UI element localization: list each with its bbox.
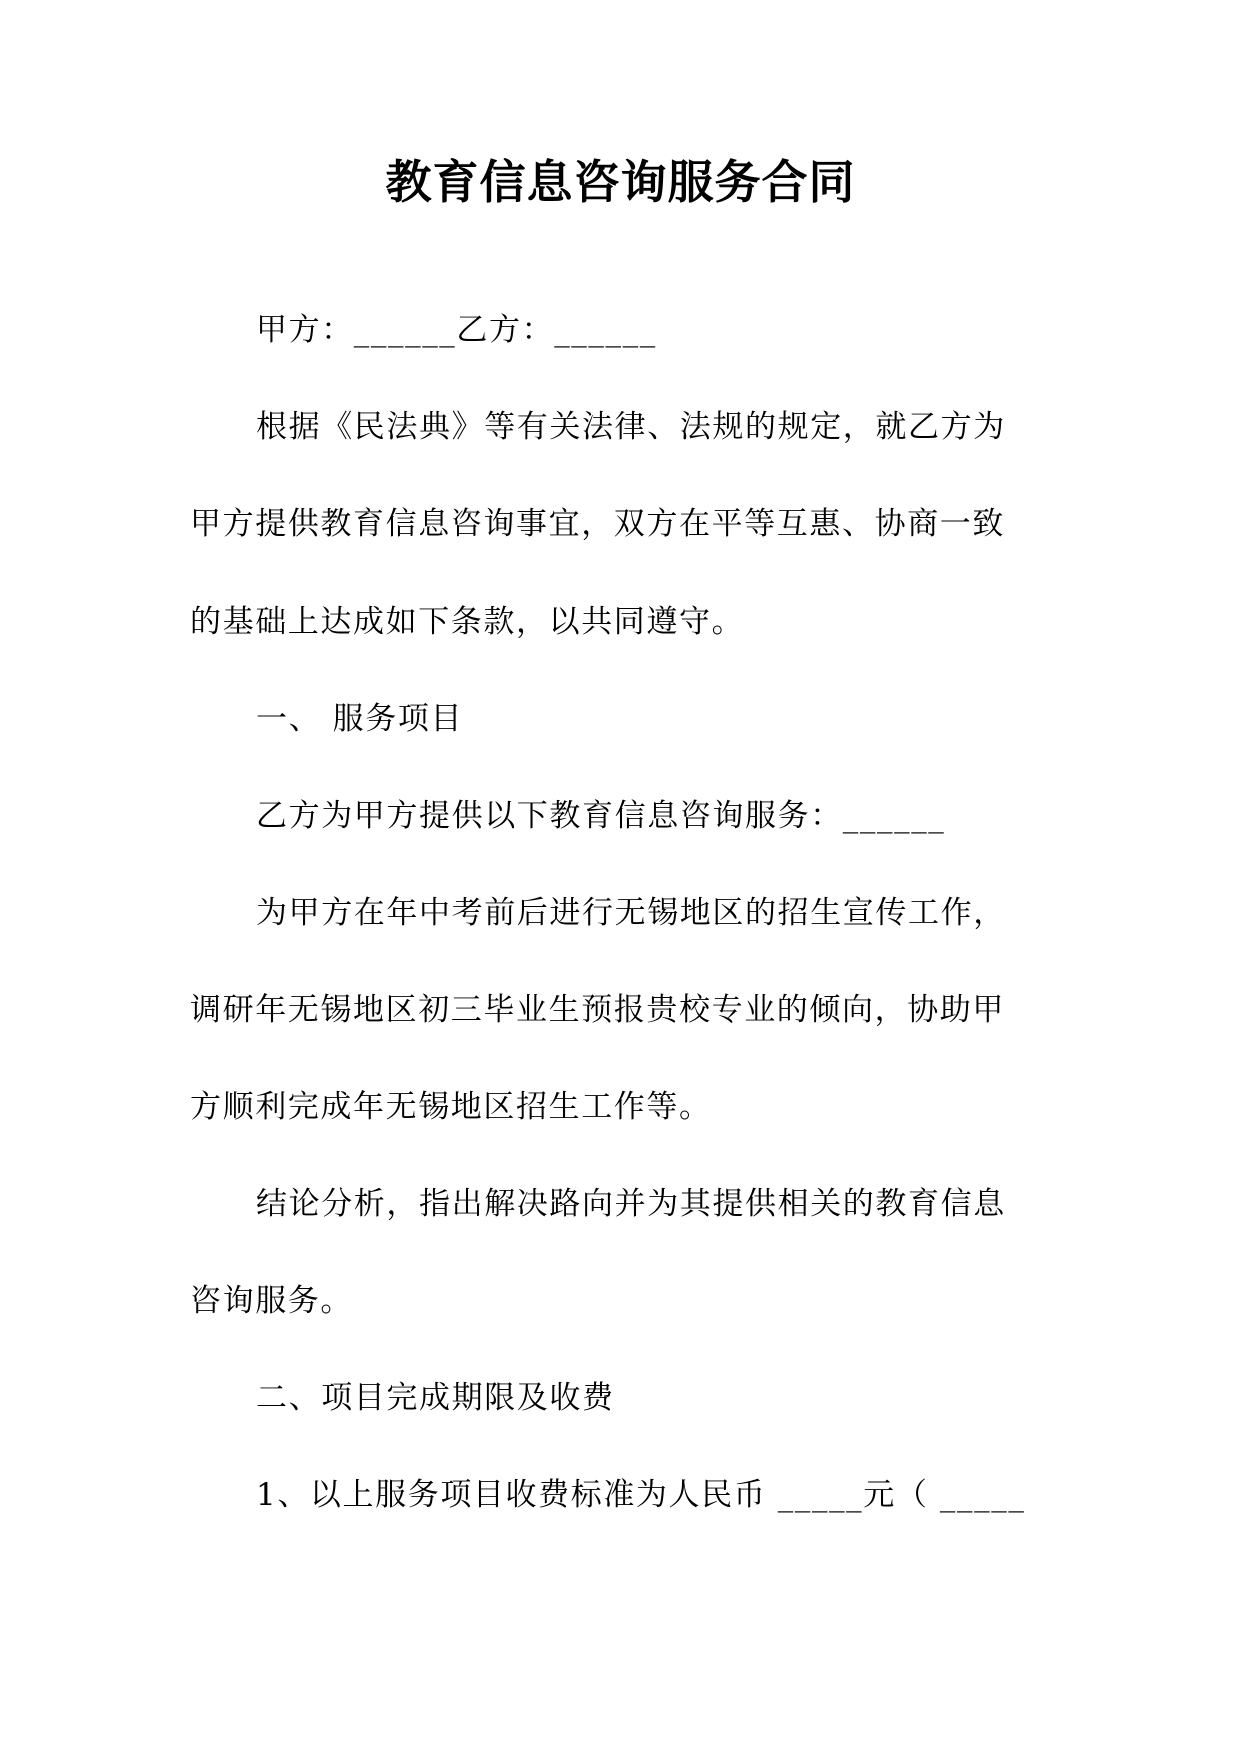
paragraph-line: 1、以上服务项目收费标准为人民币 _____元（ _____ xyxy=(256,1477,1026,1513)
paragraph-line: 结论分析，指出解决路向并为其提供相关的教育信息 xyxy=(256,1186,1006,1222)
paragraph-line: 咨询服务。 xyxy=(190,1283,353,1319)
paragraph-line: 甲方提供教育信息咨询事宜，双方在平等互惠、协商一致 xyxy=(190,506,1005,542)
paragraph-line: 调研年无锡地区初三毕业生预报贵校专业的倾向，协助甲 xyxy=(190,992,1005,1028)
section-heading: 二、项目完成期限及收费 xyxy=(256,1380,615,1416)
paragraph-line: 的基础上达成如下条款，以共同遵守。 xyxy=(190,604,745,640)
section-heading: 一、 服务项目 xyxy=(256,701,464,737)
paragraph-line: 方顺利完成年无锡地区招生工作等。 xyxy=(190,1089,712,1125)
document-title: 教育信息咨询服务合同 xyxy=(385,155,856,209)
paragraph-line: 乙方为甲方提供以下教育信息咨询服务：______ xyxy=(256,798,946,834)
paragraph-line: 为甲方在年中考前后进行无锡地区的招生宣传工作， xyxy=(256,895,1006,931)
paragraph-line: 根据《民法典》等有关法律、法规的规定，就乙方为 xyxy=(256,409,1006,445)
party-line: 甲方：______乙方：______ xyxy=(256,312,657,348)
